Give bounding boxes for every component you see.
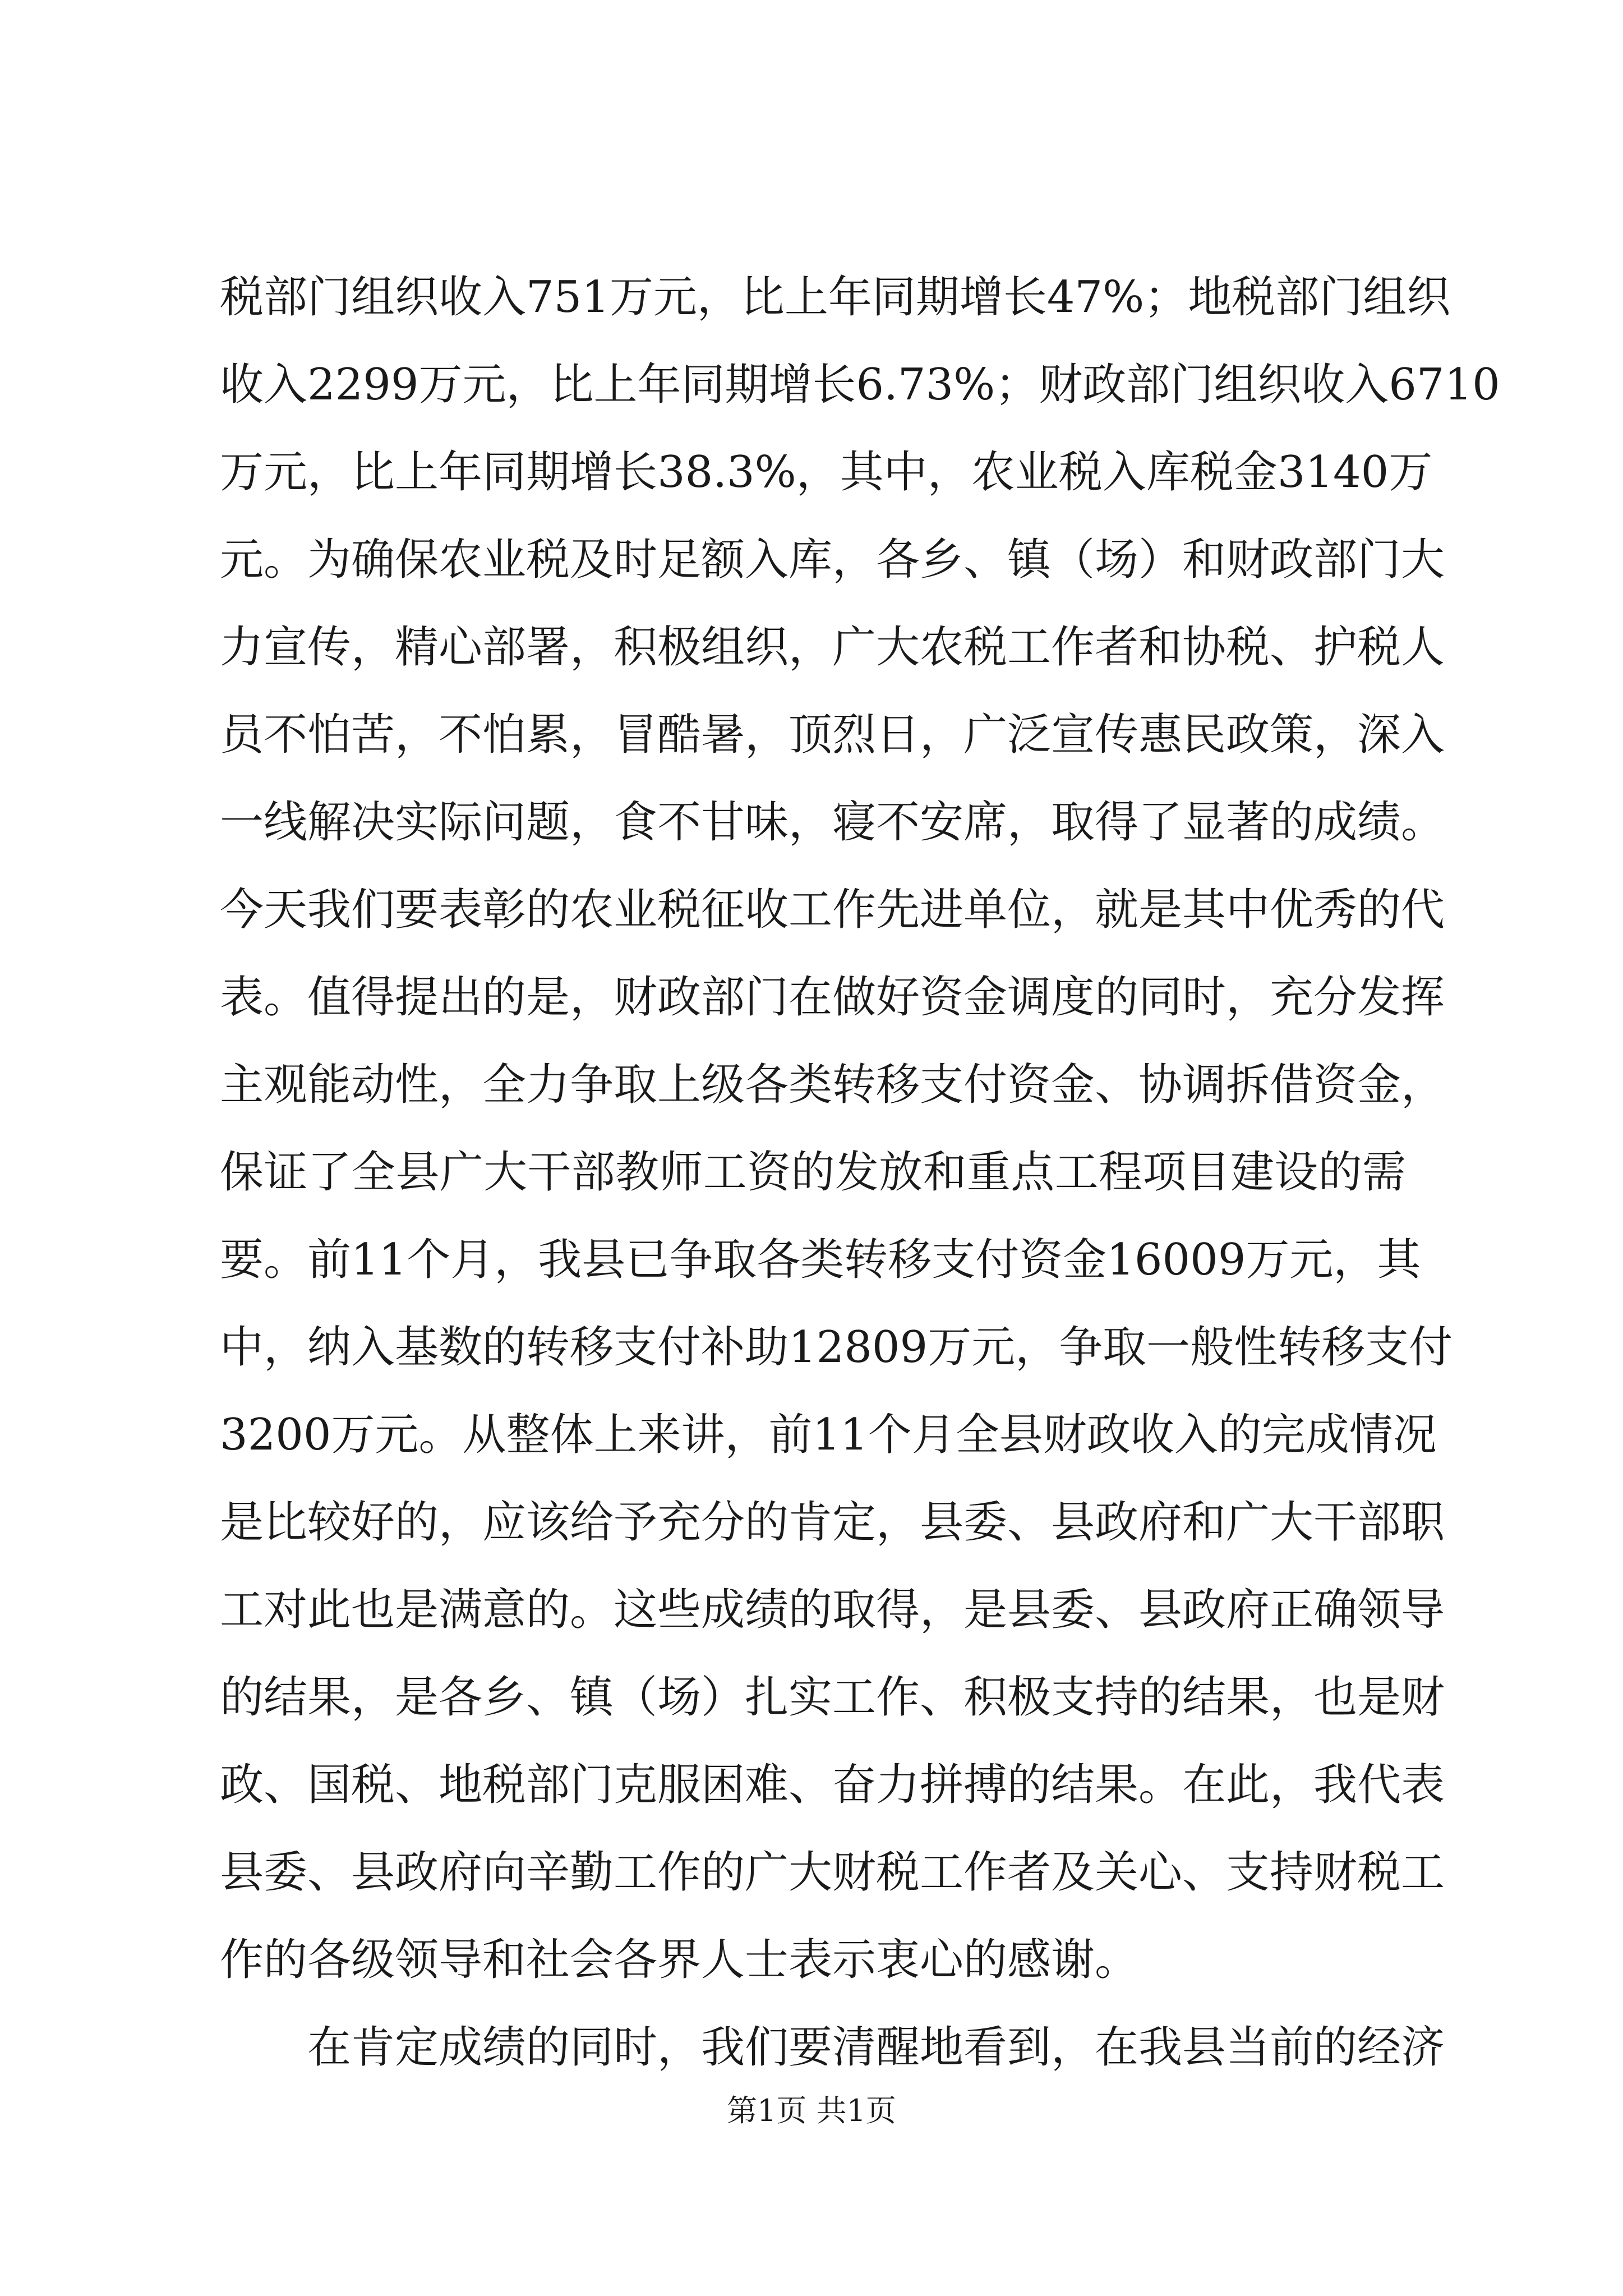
- text-line: 力宣传，精心部署，积极组织，广大农税工作者和协税、护税人: [220, 622, 1445, 673]
- text-line: 工对此也是满意的。这些成绩的取得，是县委、县政府正确领导: [220, 1585, 1445, 1635]
- text-line: 表。值得提出的是，财政部门在做好资金调度的同时，充分发挥: [220, 972, 1445, 1023]
- text-line: 收入2299万元，比上年同期增长6.73%；财政部门组织收入6710: [220, 360, 1500, 410]
- text-line: 是比较好的，应该给予充分的肯定，县委、县政府和广大干部职: [220, 1497, 1445, 1548]
- text-line: 主观能动性，全力争取上级各类转移支付资金、协调拆借资金，: [220, 1060, 1445, 1110]
- document-body: [220, 254, 1500, 2091]
- text-line: 的结果，是各乡、镇（场）扎实工作、积极支持的结果，也是财: [220, 1672, 1445, 1723]
- text-line: 中，纳入基数的转移支付补助12809万元，争取一般性转移支付: [220, 1322, 1453, 1373]
- text-line: 县委、县政府向辛勤工作的广大财税工作者及关心、支持财税工: [220, 1847, 1445, 1898]
- text-line: 作的各级领导和社会各界人士表示衷心的感谢。: [220, 1935, 1139, 1985]
- text-line: 保证了全县广大干部教师工资的发放和重点工程项目建设的需: [220, 1147, 1406, 1198]
- text-line: 员不怕苦，不怕累，冒酷暑，顶烈日，广泛宣传惠民政策，深入: [220, 710, 1445, 760]
- page-number-label: 第1页 共1页: [727, 2093, 896, 2128]
- paragraph-first-line: 在肯定成绩的同时，我们要清醒地看到，在我县当前的经济: [307, 2022, 1445, 2073]
- page-footer: [0, 2091, 1623, 2131]
- text-line: 政、国税、地税部门克服困难、奋力拼搏的结果。在此，我代表: [220, 1760, 1445, 1810]
- text-line: 要。前11个月，我县已争取各类转移支付资金16009万元，其: [220, 1235, 1421, 1285]
- text-line: 3200万元。从整体上来讲，前11个月全县财政收入的完成情况: [220, 1410, 1437, 1460]
- text-line: 今天我们要表彰的农业税征收工作先进单位，就是其中优秀的代: [220, 885, 1445, 935]
- text-line: 万元，比上年同期增长38.3%，其中，农业税入库税金3140万: [220, 447, 1433, 498]
- text-line: 税部门组织收入751万元，比上年同期增长47%；地税部门组织: [220, 272, 1451, 323]
- text-line: 一线解决实际问题，食不甘味，寝不安席，取得了显著的成绩。: [220, 797, 1445, 848]
- text-line: 元。为确保农业税及时足额入库，各乡、镇（场）和财政部门大: [220, 535, 1445, 585]
